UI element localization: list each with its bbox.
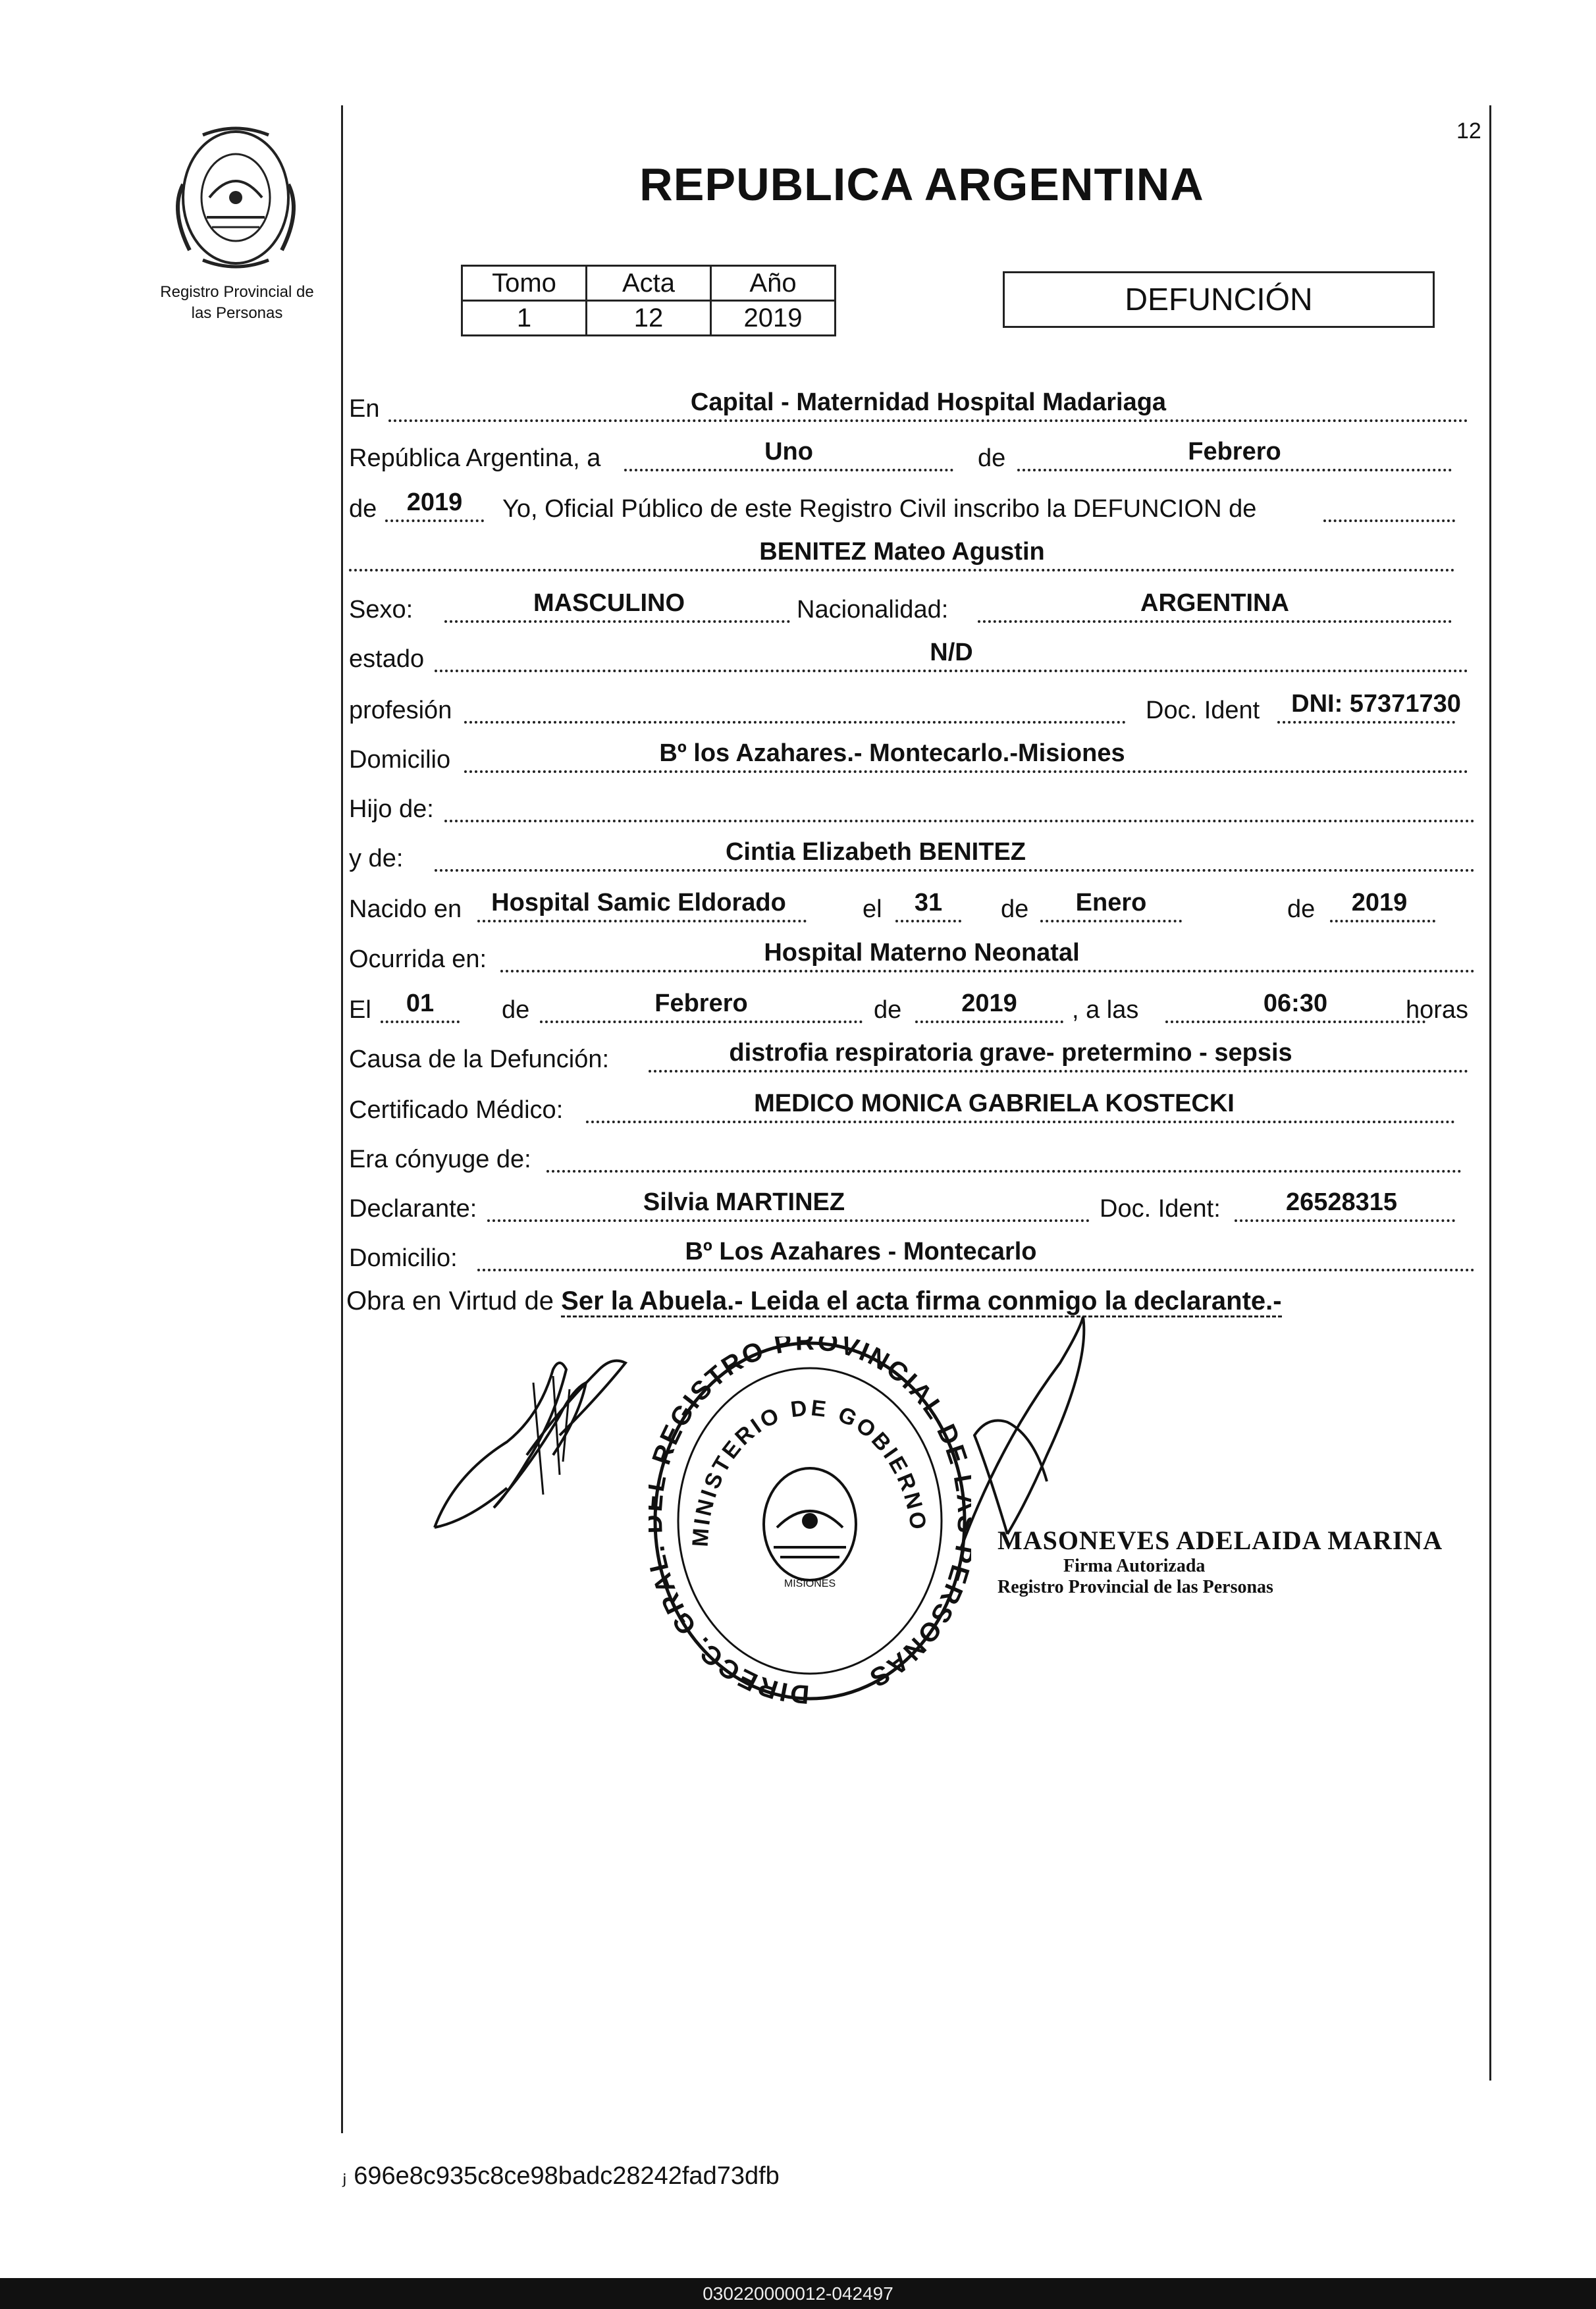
row-y-de [349, 835, 1468, 878]
label-de-birth-month: de [1001, 895, 1029, 923]
row-decl-domicilio [349, 1234, 1468, 1278]
label-decl-domicilio: Domicilio: [349, 1244, 458, 1272]
fill-line [546, 1136, 1462, 1173]
label-republica: República Argentina, a [349, 444, 601, 472]
label-el-cap: El [349, 996, 371, 1024]
signature-block [998, 1525, 1443, 1598]
label-hijo-de: Hijo de: [349, 795, 434, 823]
row-certificado [349, 1086, 1468, 1130]
official-signature [948, 1310, 1165, 1547]
label-de-year: de [349, 495, 377, 523]
label-de-death-month: de [502, 996, 530, 1024]
value-y-de: Cintia Elizabeth BENITEZ [725, 838, 1026, 866]
row-ocurrida [349, 936, 1468, 979]
value-death-time: 06:30 [1263, 990, 1328, 1017]
row-nacido [349, 886, 1468, 929]
label-de-death-year: de [874, 996, 902, 1024]
label-estado: estado [349, 645, 425, 673]
label-causa: Causa de la Defunción: [349, 1046, 610, 1073]
registry-value-anio: 2019 [711, 301, 836, 336]
value-birth-year: 2019 [1351, 889, 1408, 916]
value-decl-domicilio: Bº Los Azahares - Montecarlo [685, 1238, 1037, 1265]
seal-caption [125, 282, 349, 324]
official-stamp [649, 1337, 971, 1705]
registry-header-acta: Acta [587, 266, 711, 301]
registry-value-acta: 12 [587, 301, 711, 336]
record-type: DEFUNCIÓN [1125, 282, 1313, 317]
document-title: REPUBLICA ARGENTINA [639, 159, 1204, 210]
row-causa [349, 1036, 1468, 1079]
fill-line [1323, 485, 1455, 522]
value-death-day: 01 [406, 990, 435, 1017]
signatory-title: Firma Autorizada [1063, 1556, 1206, 1576]
document-hash [342, 2161, 780, 2190]
value-birth-month: Enero [1075, 889, 1147, 916]
value-obra: Ser la Abuela.- Leida el acta firma conmigo la declarante.- [561, 1287, 1281, 1317]
value-death-month: Febrero [654, 990, 748, 1017]
value-declarante: Silvia MARTINEZ [643, 1188, 845, 1216]
left-margin-rule [341, 105, 343, 2133]
row-profesion [349, 687, 1468, 730]
value-death-year: 2019 [961, 990, 1017, 1017]
value-nacionalidad: ARGENTINA [1140, 589, 1289, 617]
label-domicilio: Domicilio [349, 746, 451, 774]
label-doc-ident: Doc. Ident [1146, 697, 1260, 724]
registry-value-tomo: 1 [462, 301, 587, 336]
value-certificado: MEDICO MONICA GABRIELA KOSTECKI [754, 1090, 1235, 1117]
row-estado [349, 635, 1468, 679]
label-de-birth-year: de [1287, 895, 1316, 923]
stamp-center-text: MISIONES [784, 1578, 836, 1589]
label-nacionalidad: Nacionalidad: [797, 596, 949, 624]
record-type-box [1003, 271, 1435, 328]
row-sexo [349, 586, 1468, 629]
row-deceased [349, 535, 1468, 578]
value-day-word: Uno [764, 438, 813, 465]
declarant-signature [428, 1343, 639, 1541]
value-causa: distrofia respiratoria grave- pretermino - sepsis [729, 1039, 1292, 1067]
seal-caption-line2: las Personas [191, 304, 283, 322]
hash-value: 696e8c935c8ce98badc28242fad73dfb [354, 2162, 780, 2190]
label-sexo: Sexo: [349, 596, 413, 624]
row-hijo-de [349, 785, 1468, 829]
value-decl-doc: 26528315 [1285, 1188, 1398, 1216]
value-month: Febrero [1188, 438, 1281, 465]
right-margin-rule [1489, 105, 1491, 2081]
label-de: de [978, 444, 1006, 472]
value-estado: N/D [930, 639, 973, 666]
stamp-inner-text: MINISTERIO DE GOBIERNO [687, 1395, 932, 1548]
fill-line [444, 785, 1475, 822]
row-conyuge [349, 1136, 1468, 1179]
label-y-de: y de: [349, 845, 404, 872]
signatory-name: MASONEVES ADELAIDA MARINA [998, 1526, 1443, 1555]
label-decl-doc: Doc. Ident: [1100, 1195, 1221, 1223]
stamp-outer-text: DIRECC. GRA REGISTRO PROVINCIAL DE RSONAS [649, 1337, 971, 1705]
row-year [349, 485, 1468, 529]
row-declarante [349, 1185, 1468, 1229]
row-place [349, 385, 1468, 429]
value-deceased-name: BENITEZ Mateo Agustin [759, 538, 1045, 566]
hash-mark: ⱼ [342, 2162, 354, 2190]
label-profesion: profesión [349, 697, 452, 724]
value-birth-day: 31 [914, 889, 943, 916]
label-declarante: Declarante: [349, 1195, 477, 1223]
registry-table [461, 265, 836, 336]
footer-code: 030220000012-042497 [703, 2283, 893, 2304]
label-certificado: Certificado Médico: [349, 1096, 564, 1124]
value-ocurrida: Hospital Materno Neonatal [764, 939, 1080, 967]
value-doc-ident: DNI: 57371730 [1291, 690, 1461, 718]
row-domicilio [349, 736, 1468, 780]
label-horas: horas [1406, 996, 1469, 1024]
value-sexo: MASCULINO [533, 589, 685, 617]
page-number: 12 [1456, 119, 1481, 144]
label-el: el [863, 895, 882, 923]
signatory-office: Registro Provincial de las Personas [998, 1577, 1273, 1597]
row-date [349, 435, 1468, 478]
row-death-date [349, 986, 1468, 1030]
registry-header-anio: Año [711, 266, 836, 301]
value-domicilio: Bº los Azahares.- Montecarlo.-Misiones [659, 739, 1125, 767]
label-ocurrida: Ocurrida en: [349, 945, 487, 973]
registry-header-tomo: Tomo [462, 266, 587, 301]
value-place: Capital - Maternidad Hospital Madariaga [690, 388, 1167, 416]
value-year: 2019 [406, 489, 463, 516]
fill-line [464, 687, 1126, 724]
value-nacido: Hospital Samic Eldorado [491, 889, 786, 916]
label-inscribo: Yo, Oficial Público de este Registro Civil inscribo la DEFUNCION de [502, 495, 1257, 523]
label-conyuge: Era cónyuge de: [349, 1146, 531, 1173]
label-a-las: , a las [1072, 996, 1139, 1024]
province-seal-logo [163, 119, 308, 277]
label-obra: Obra en Virtud de [346, 1287, 554, 1315]
label-en: En [349, 395, 380, 423]
label-nacido: Nacido en [349, 895, 462, 923]
footer-bar [0, 2278, 1596, 2309]
seal-caption-line1: Registro Provincial de [160, 283, 314, 301]
